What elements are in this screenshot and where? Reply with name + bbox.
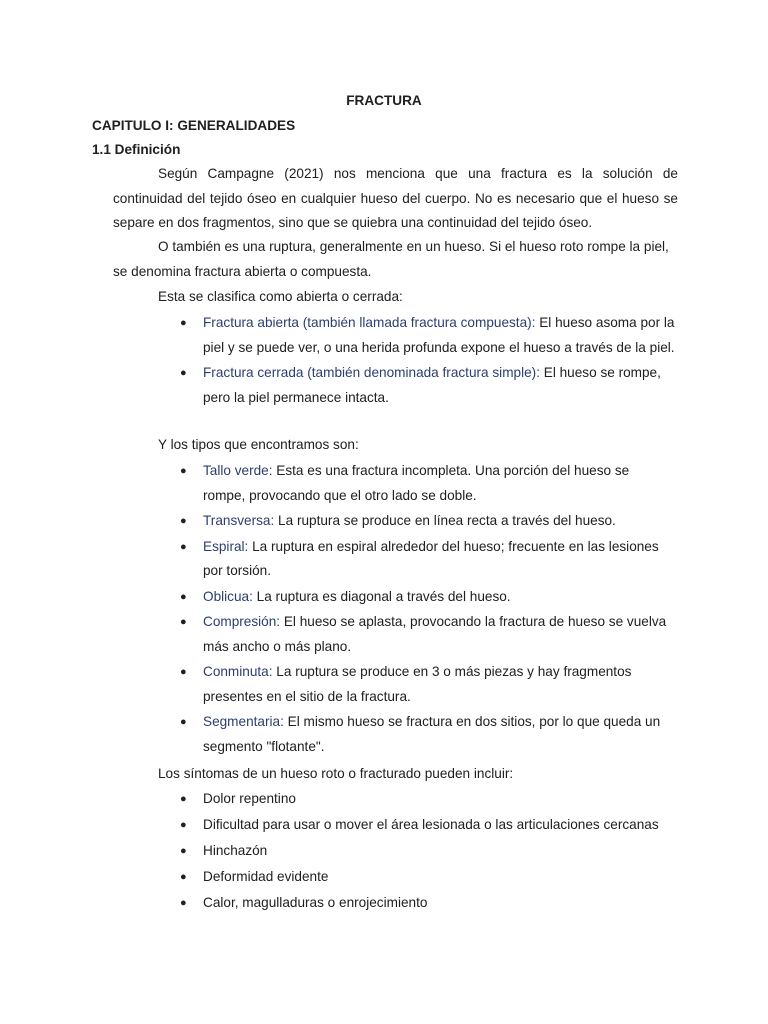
- list-item-text: La ruptura se produce en línea recta a través del hueso.: [274, 513, 616, 528]
- symptoms-intro: Los síntomas de un hueso roto o fracturado pueden incluir:: [158, 766, 514, 781]
- list-item-term: Fractura cerrada (también denominada fractura simple):: [203, 365, 540, 380]
- bullet-icon: ●: [180, 819, 187, 832]
- list-item: [0, 660, 675, 709]
- bullet-icon: ●: [180, 540, 187, 553]
- list-item-term: Segmentaria:: [203, 714, 284, 729]
- list-item: [0, 787, 675, 812]
- classification-list: [0, 311, 768, 410]
- list-item-term: Oblicua:: [203, 588, 253, 604]
- types-list: [0, 459, 768, 760]
- list-item: [0, 311, 675, 360]
- list-item: [0, 535, 675, 584]
- bullet-icon: ●: [180, 871, 187, 884]
- list-item: [0, 361, 675, 410]
- list-item: [0, 865, 675, 890]
- rupture-paragraph: O también es una ruptura, generalmente en un hueso. Si el hueso roto rompe la piel, se denomina fractura abierta o compuesta.: [113, 239, 669, 279]
- list-item-text: La ruptura es diagonal a través del hueso.: [252, 588, 511, 604]
- symptoms-list: [0, 787, 768, 917]
- list-item: [0, 891, 675, 916]
- bullet-icon: ●: [180, 716, 187, 728]
- types-intro: Y los tipos que encontramos son:: [158, 437, 359, 452]
- list-item-text: Deformidad evidente: [203, 869, 329, 885]
- list-item-text: Calor, magulladuras o enrojecimiento: [203, 895, 428, 911]
- list-item-text: El hueso se rompe, pero la piel permanece intacta.: [203, 365, 661, 405]
- list-item-text: El hueso se aplasta, provocando la fractura de hueso se vuelva más ancho o más plano.: [203, 614, 667, 654]
- list-item-term: Tallo verde:: [203, 463, 273, 478]
- bullet-icon: ●: [180, 590, 187, 603]
- bullet-icon: ●: [180, 367, 187, 379]
- list-item: [0, 839, 675, 864]
- document-title: FRACTURA: [346, 93, 422, 108]
- list-item-text: El hueso asoma por la piel y se puede ver, o una herida profunda expone el hueso a través de la piel.: [203, 315, 675, 355]
- list-item-text: El mismo hueso se fractura en dos sitios, por lo que queda un segmento "flotante".: [203, 714, 661, 754]
- classification-intro: Esta se clasifica como abierta o cerrada:: [158, 289, 403, 304]
- chapter-heading: CAPITULO I: GENERALIDADES: [92, 118, 296, 133]
- bullet-icon: ●: [180, 465, 187, 477]
- list-item: [0, 459, 675, 508]
- definition-paragraph: Según Campagne (2021) nos menciona que una fractura es la solución de continuidad del tejido óseo en cualquier hueso del cuerpo. No es necesario que el hueso se separe en dos fragmentos, sino que se quiebra una continuidad del tejido óseo.: [113, 166, 678, 230]
- list-item-term: Conminuta:: [203, 664, 273, 679]
- list-item-text: Dolor repentino: [203, 791, 296, 806]
- bullet-icon: ●: [180, 666, 187, 678]
- bullet-icon: ●: [180, 845, 187, 858]
- list-item: [0, 610, 675, 659]
- list-item-term: Fractura abierta (también llamada fractura compuesta):: [203, 315, 536, 330]
- section-heading: 1.1 Definición: [92, 142, 181, 157]
- list-item: [0, 585, 675, 610]
- list-item-text: Esta es una fractura incompleta. Una porción del hueso se rompe, provocando que el otro lado se doble.: [203, 463, 630, 503]
- bullet-icon: ●: [180, 793, 187, 805]
- bullet-icon: ●: [180, 616, 187, 628]
- list-item: [0, 710, 675, 759]
- list-item: [0, 509, 675, 534]
- list-item-term: Espiral:: [203, 538, 249, 554]
- list-item-text: La ruptura se produce en 3 o más piezas y hay fragmentos presentes en el sitio de la fractura.: [203, 664, 632, 704]
- list-item-text: La ruptura en espiral alrededor del hueso; frecuente en las lesiones por torsión.: [203, 538, 659, 578]
- list-item-term: Compresión:: [203, 614, 281, 629]
- list-item-term: Transversa:: [203, 513, 275, 528]
- list-item-text: Dificultad para usar o mover el área lesionada o las articulaciones cercanas: [203, 817, 659, 833]
- list-item: [0, 813, 675, 838]
- bullet-icon: ●: [180, 515, 187, 527]
- bullet-icon: ●: [180, 317, 187, 329]
- bullet-icon: ●: [180, 897, 187, 910]
- list-item-text: Hinchazón: [203, 843, 268, 859]
